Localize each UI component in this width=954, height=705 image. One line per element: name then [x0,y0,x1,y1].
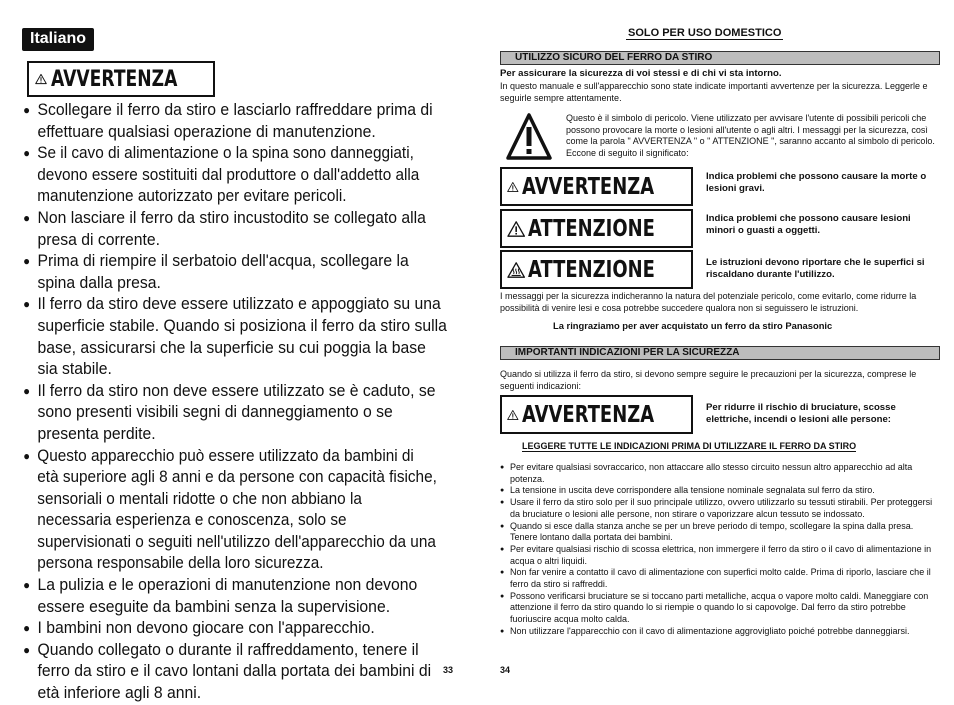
list-item: ● Quando collegato o durante il raffreddamento, tenere il ferro da stiro e il cavo lontani dalla portata dei bambini di età inferiore agli 8 anni. [27,640,449,705]
label-title: AVVERTENZA [521,401,654,428]
page-number-right: 34 [500,665,511,675]
label-description: Le istruzioni devono riportare che le superfici si riscaldano durante l'utilizzo. [706,257,925,280]
domestic-use-header: SOLO PER USO DOMESTICO [628,27,782,39]
label-description: Indica problemi che possono causare lesioni minori o guasti a oggetti. [706,213,911,236]
section-title-safe-use: UTILIZZO SICURO DEL FERRO DA STIRO [500,51,940,65]
list-item: ● La pulizia e le operazioni di manutenzione non devono essere eseguite da bambini senza la supervisione. [27,575,449,618]
right-safety-list [500,462,940,638]
warning-title: AVVERTENZA [51,66,178,92]
list-item: ● Il ferro da stiro deve essere utilizzato e appoggiato su una superficie stabile. Quando si posiziona il ferro da stiro sulla base, assicurarsi che la superficie su cui poggia la base sia stabile. [27,294,449,380]
read-all-instructions: LEGGERE TUTTE LE INDICAZIONI PRIMA DI UTILIZZARE IL FERRO DA STIRO [522,441,857,451]
label-attenzione [500,209,693,248]
list-item: ● Non lasciare il ferro da stiro incustodito se collegato alla presa di corrente. [27,208,449,251]
section-title-important: IMPORTANTI INDICAZIONI PER LA SICUREZZA [500,346,940,360]
list-item: ● Per evitare qualsiasi sovraccarico, non attaccare allo stesso circuito nessun altro apparecchio ad alta potenza. [500,462,940,485]
warning-triangle-icon [507,216,525,242]
page-number-left: 33 [443,665,454,675]
list-item: ● Non utilizzare l'apparecchio con il cavo di alimentazione aggrovigliato poiché potrebbe danneggiarsi. [500,626,940,638]
label-avvertenza [500,167,693,206]
list-item: ● Se il cavo di alimentazione o la spina sono danneggiati, devono essere sostituiti dal produttore o dall'addetto alla manutenzione autorizzato per evitare pericoli. [27,143,438,208]
list-item: ● Per evitare qualsiasi rischio di scossa elettrica, non immergere il ferro da stiro o il cavo di alimentazione in acqua o altri liquidi. [500,544,940,567]
thank-you-note: La ringraziamo per aver acquistato un ferro da stiro Panasonic [553,320,833,331]
warning-triangle-icon [35,67,47,91]
label-title: ATTENZIONE [528,256,656,283]
list-item: ● I bambini non devono giocare con l'apparecchio. [27,618,449,640]
label-attenzione-hot-surface [500,250,693,289]
label-description: Indica problemi che possono causare la morte o lesioni gravi. [706,171,927,194]
list-item: ● Possono verificarsi bruciature se si toccano parti metalliche, acqua o vapore molto caldi. Maneggiare con attenzione il ferro da stiro quando lo si riempie o quando lo si capovolge. Dal ferro da stiro potrebbe fuoriuscire acqua molto calda. [500,591,940,626]
left-warning-list [27,100,467,705]
list-item: ● La tensione in uscita deve corrispondere alla tensione nominale segnalata sul ferro da stiro. [500,485,940,497]
list-item: ● Questo apparecchio può essere utilizzato da bambini di età superiore agli 8 anni e da persone con capacità fisiche, sensoriali o mentali ridotte o che non abbiano la necessaria esperienza e conoscenza, solo se supervisionati o seguiti nell'utilizzo dell'apparecchio da una persona responsabile della loro sicurezza. [27,446,438,576]
section-intro: In questo manuale e sull'apparecchio sono state indicate importanti avvertenze per la sicurezza. Leggerle e seguirle sempre attentamente. [500,81,928,103]
symbol-explanation: Questo è il simbolo di pericolo. Viene utilizzato per avvisare l'utente di possibili pericoli che possono provocare la morte o lesioni all'utente o agli altri. I messaggi per la sicurezza, così come la parola " AVVERTENZA " o " ATTENZIONE ", saranno accanto al simbolo di pericolo. Eccone di seguito il significato: [566,113,935,158]
messages-explanation: I messaggi per la sicurezza indicheranno la natura del potenziale pericolo, come evitarlo, come ridurre la possibilità di venire lesi e cosa potrebbe succedere qualora non si seguissero le istruzioni. [500,291,917,313]
warning-header [27,61,215,97]
label-title: AVVERTENZA [521,173,654,200]
list-item: ● Scollegare il ferro da stiro e lasciarlo raffreddare prima di effettuare qualsiasi operazione di manutenzione. [27,100,449,143]
hot-surface-icon [507,257,525,283]
list-item: ● Il ferro da stiro non deve essere utilizzato se è caduto, se sono presenti visibili segni di danneggiamento o se presenta perdite. [27,381,449,446]
language-tab: Italiano [22,28,94,51]
list-item: ● Prima di riempire il serbatoio dell'acqua, scollegare la spina dalla presa. [27,251,449,294]
section2-intro: Quando si utilizza il ferro da stiro, si devono sempre seguire le precauzioni per la sicurezza, comprese le seguenti indicazioni: [500,369,917,391]
label-avvertenza-2 [500,395,693,434]
section-bold-lead: Per assicurare la sicurezza di voi stessi e di chi vi sta intorno. [500,68,782,79]
warning-triangle-icon [507,402,519,428]
list-item: ● Non far venire a contatto il cavo di alimentazione con superfici molto calde. Prima di riporlo, lasciare che il ferro da stiro si raffreddi. [500,567,940,590]
warning-triangle-icon [507,174,519,200]
danger-symbol-icon [506,112,552,162]
list-item: ● Usare il ferro da stiro solo per il suo principale utilizzo, ovvero utilizzarlo su tessuti stirabili. Per proteggersi da bruciature o lesioni alle persone, non stirare o vaporizzare alcun tessuto se indossato. [500,497,940,520]
list-item: ● Quando si esce dalla stanza anche se per un breve periodo di tempo, scollegare la spina dalla presa. Tenere lontano dalla portata dei bambini. [500,521,940,544]
warning2-description: Per ridurre il rischio di bruciature, scosse elettriche, incendi o lesioni alle persone: [706,402,896,425]
label-title: ATTENZIONE [528,215,656,242]
